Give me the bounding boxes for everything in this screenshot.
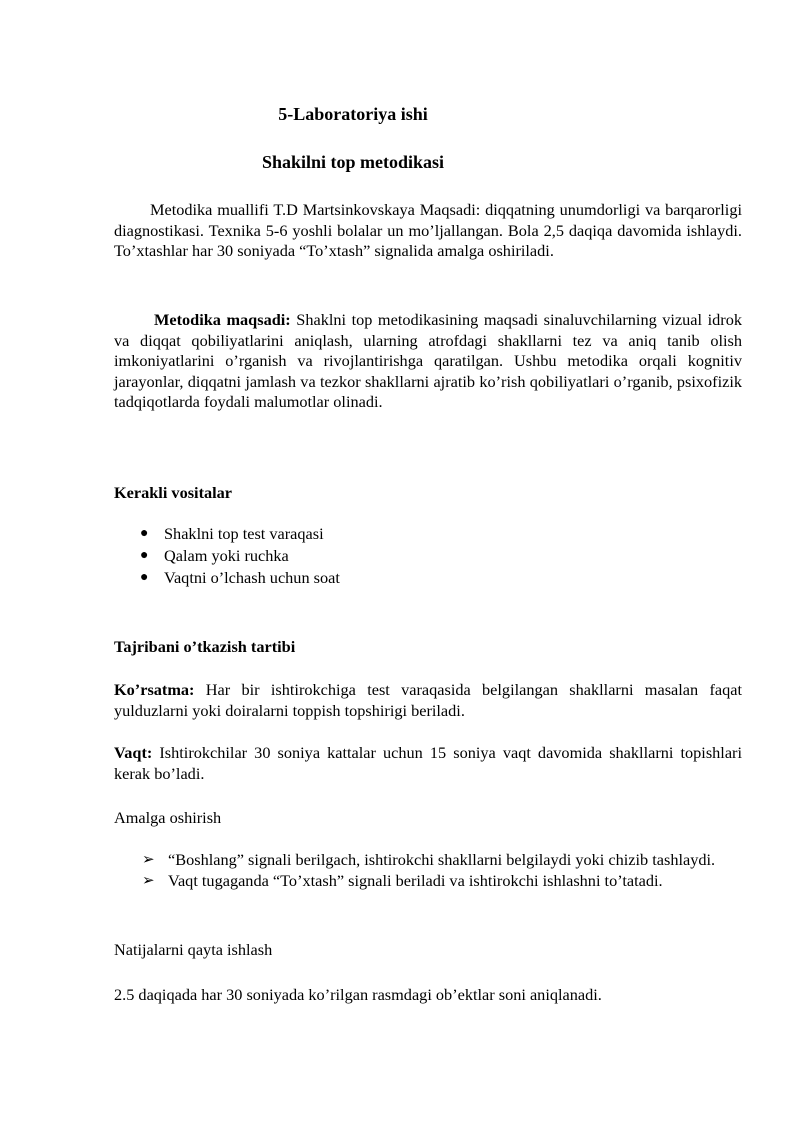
tool-item-label: Vaqtni o’lchash uchun soat [164,568,340,587]
execution-steps-list [142,850,742,891]
execution-step-text: Vaqt tugaganda “To’xtash” signali beriladi va ishtirokchi ishlashni to’tatadi. [168,870,663,890]
page-subtitle: Shakilni top metodikasi [261,152,445,172]
bullet-dot-icon: ● [140,526,149,541]
intro-paragraph: Metodika muallifi T.D Martsinkovskaya Maqsadi: diqqatning unumdorligi va barqarorligi diagnostikasi. Texnika 5-6 yoshli bolalar un mo’ljallangan. Bola 2,5 daqiqa davomida ishlaydi. To’xtashlar har 30 soniyada “To’xtash” signalida amalga oshiriladi. [114,200,742,260]
time-label: Vaqt: [114,743,153,762]
results-heading: Natijalarni qayta ishlash [114,940,273,959]
list-item [114,523,340,545]
instruction-paragraph [114,680,742,721]
arrow-right-icon: ➢ [142,852,155,868]
arrow-right-icon: ➢ [142,872,155,889]
execution-step-text: “Boshlang” signali berilgach, ishtirokchi shakllarni belgilaydi yoki chizib tashlaydi. [168,850,716,869]
procedure-heading: Tajribani o’tkazish tartibi [114,637,296,656]
time-text: Ishtirokchilar 30 soniya kattalar uchun 15 soniya vaqt davomida shakllarni topishlari kerak bo’ladi. [114,743,742,783]
goal-label: Metodika maqsadi: [154,310,291,329]
page-title: 5-Laboratoriya ishi [278,104,428,124]
tools-list [114,523,340,589]
list-item [142,850,742,871]
instruction-text: Har bir ishtirokchiga test varaqasida belgilangan shakllarni masalan faqat yulduzlarni yoki doiralarni toppish topshirigi beriladi. [114,680,742,720]
tool-item-label: Shaklni top test varaqasi [164,524,324,543]
instruction-label: Ko’rsatma: [114,680,195,699]
list-item [114,545,340,567]
tools-heading: Kerakli vositalar [114,483,233,502]
time-paragraph [114,743,742,784]
tool-item-label: Qalam yoki ruchka [164,546,289,565]
goal-text: Shaklni top metodikasining maqsadi sinaluvchilarning vizual idrok va diqqat qobiliyatlarini aniqlash, ularning atrofdagi shakllarni tez va aniq tanib olish imkoniyatlarini o’rganish va rivojlantirishga qaratilgan. Ushbu metodika orqali kognitiv jarayonlar, diqqatni jamlash va tezkor shakllarni ajratib ko’rish qobiliyatlari o’rganib, psixofizik tadqiqotlarda foydali malumotlar olinadi. [114,310,742,411]
bullet-dot-icon: ● [140,548,149,563]
execution-heading: Amalga oshirish [114,808,222,827]
bullet-dot-icon: ● [140,570,149,585]
goal-paragraph [114,310,742,413]
results-paragraph: 2.5 daqiqada har 30 soniyada ko’rilgan rasmdagi ob’ektlar soni aniqlanadi. [114,985,602,1004]
list-item [142,871,742,892]
list-item [114,567,340,589]
